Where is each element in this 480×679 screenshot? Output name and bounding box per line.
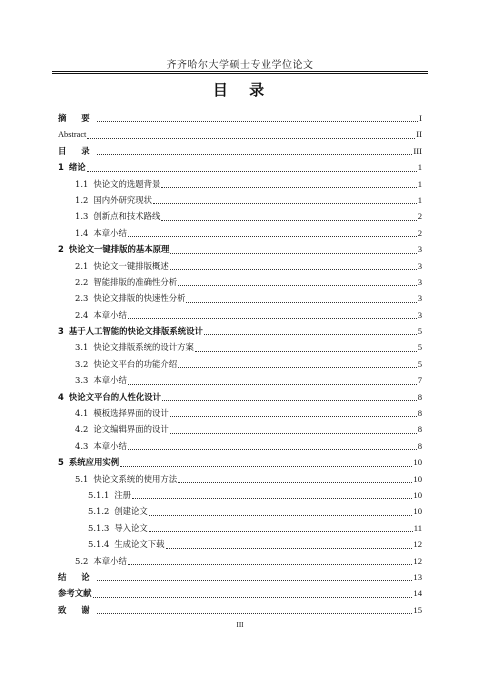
toc-entry-page: 1: [417, 194, 422, 205]
toc-entry-page: 13: [413, 571, 422, 582]
toc-entry-number: 2: [58, 244, 64, 255]
toc-entry-contents[interactable]: [58, 143, 422, 159]
toc-entry-number: 1: [58, 162, 64, 173]
dot-leader: [161, 186, 416, 188]
header-rule-thin: [52, 73, 428, 74]
toc-entry-section-3-3[interactable]: [58, 372, 422, 388]
toc-entry-page: 10: [413, 506, 422, 517]
toc-entry-text: 创建论文: [114, 506, 148, 517]
toc-entry-text: 本章小结: [93, 375, 127, 386]
dot-leader: [97, 612, 413, 614]
dot-leader: [170, 432, 417, 434]
toc-entry-page: 3: [417, 244, 422, 255]
toc-entry-text: 模板选择界面的设计: [93, 408, 169, 419]
toc-entry-chapter-3[interactable]: [58, 323, 422, 339]
toc-entry-text: 快论文排版系统的设计方案: [93, 342, 194, 353]
toc-entry-chapter-2[interactable]: [58, 241, 422, 257]
toc-entry-text: 结 论: [58, 571, 96, 582]
dot-leader: [97, 579, 413, 581]
dot-leader: [128, 383, 417, 385]
toc-entry-text: 系统应用实例: [68, 457, 120, 468]
dot-leader: [170, 252, 416, 254]
toc-entry-section-1-1[interactable]: [58, 176, 422, 192]
toc-entry-number: 2.3: [75, 293, 89, 304]
dot-leader: [166, 547, 413, 549]
toc-entry-number: 3.1: [75, 342, 89, 353]
toc-entry-section-4-3[interactable]: [58, 438, 422, 454]
toc-entry-number: 4.3: [75, 440, 89, 451]
toc-entry-number: 1.2: [75, 194, 89, 205]
dot-leader: [128, 317, 417, 319]
toc-entry-text: 快论文平台的人性化设计: [68, 391, 161, 402]
toc-entry-number: 4.2: [75, 424, 89, 435]
dot-leader: [149, 514, 413, 516]
toc-entry-section-2-4[interactable]: [58, 307, 422, 323]
dot-leader: [186, 301, 416, 303]
toc-entry-page: 2: [417, 227, 422, 238]
toc-entry-number: 5.1: [75, 473, 89, 484]
toc-entry-chapter-4[interactable]: [58, 389, 422, 405]
toc-entry-section-1-4[interactable]: [58, 225, 422, 241]
toc-entry-number: 1.4: [75, 227, 89, 238]
toc-entry-page: 3: [417, 309, 422, 320]
toc-entry-number: 3.3: [75, 375, 89, 386]
toc-entry-abstract-en[interactable]: [58, 126, 422, 142]
dot-leader: [128, 563, 413, 565]
toc-entry-section-4-2[interactable]: [58, 421, 422, 437]
toc-entry-number: 1.3: [75, 211, 89, 222]
toc-entry-subsection-5-1-2[interactable]: [58, 503, 422, 519]
toc-entry-number: 4.1: [75, 408, 89, 419]
toc-entry-page: 10: [413, 489, 422, 500]
toc-entry-text: 论文编辑界面的设计: [93, 424, 169, 435]
toc-entry-text: 智能排版的准确性分析: [93, 276, 178, 287]
toc-entry-text: 本章小结: [93, 309, 127, 320]
toc-entry-subsection-5-1-1[interactable]: [58, 487, 422, 503]
toc-entry-page: 8: [417, 424, 422, 435]
toc-entry-section-1-2[interactable]: [58, 192, 422, 208]
toc-entry-references[interactable]: [58, 585, 422, 601]
dot-leader: [153, 202, 417, 204]
dot-leader: [178, 481, 412, 483]
toc-entry-page: 5: [417, 326, 422, 337]
toc-entry-number: 5.1.1: [88, 489, 110, 500]
toc-entry-text: 本章小结: [93, 227, 127, 238]
toc-entry-number: 4: [58, 391, 64, 402]
toc-entry-page: II: [416, 129, 422, 140]
dot-leader: [178, 366, 417, 368]
toc-entry-text: 快论文一键排版概述: [93, 260, 169, 271]
toc-entry-page: 12: [413, 539, 422, 550]
toc-entry-section-1-3[interactable]: [58, 208, 422, 224]
toc-entry-page: 5: [417, 358, 422, 369]
toc-entry-page: 2: [417, 211, 422, 222]
toc-entry-number: 5.1.3: [88, 522, 110, 533]
toc-entry-acknowledgements[interactable]: [58, 602, 422, 618]
toc-entry-number: 1.1: [75, 178, 89, 189]
dot-leader: [178, 284, 417, 286]
toc-entry-subsection-5-1-4[interactable]: [58, 536, 422, 552]
toc-entry-number: 5: [58, 457, 64, 468]
toc-entry-text: 快论文的选题背景: [93, 178, 161, 189]
toc-entry-abstract-cn[interactable]: [58, 110, 422, 126]
toc-entry-section-4-1[interactable]: [58, 405, 422, 421]
dot-leader: [195, 350, 417, 352]
toc-entry-page: 8: [417, 391, 422, 402]
toc-entry-page: 11: [413, 522, 422, 533]
toc-entry-conclusion[interactable]: [58, 569, 422, 585]
toc-entry-text: 快论文一键排版的基本原理: [68, 244, 170, 255]
toc-entry-page: 10: [413, 457, 422, 468]
toc-title: 目 录: [212, 81, 268, 99]
toc-entry-page: I: [419, 113, 422, 123]
dot-leader: [87, 170, 417, 172]
toc-entry-text: Abstract: [58, 130, 87, 140]
toc-entry-subsection-5-1-3[interactable]: [58, 520, 422, 536]
toc-entry-text: 目 录: [58, 145, 96, 156]
running-header: 齐齐哈尔大学硕士专业学位论文: [166, 60, 314, 71]
toc-entry-page: 8: [417, 408, 422, 419]
toc-entry-chapter-1[interactable]: [58, 159, 422, 175]
header-rule: [52, 71, 428, 72]
toc-entry-page: 3: [417, 293, 422, 304]
dot-leader: [128, 235, 417, 237]
toc-entry-page: III: [413, 145, 422, 156]
dot-leader: [97, 120, 418, 122]
toc-entry-page: 10: [413, 473, 422, 484]
toc-entry-text: 绪论: [68, 162, 86, 173]
dot-leader: [204, 333, 417, 335]
toc-entry-section-2-1[interactable]: [58, 258, 422, 274]
toc-entry-number: 3.2: [75, 358, 89, 369]
toc-entry-page: 12: [413, 555, 422, 566]
toc-entry-text: 摘 要: [58, 113, 96, 123]
toc-entry-number: 2.2: [75, 276, 89, 287]
toc-entry-number: 2.1: [75, 260, 89, 271]
dot-leader: [97, 153, 413, 155]
toc-entry-text: 快论文平台的功能介绍: [93, 358, 178, 369]
toc-entry-text: 生成论文下载: [114, 539, 165, 550]
toc-entry-text: 快论文系统的使用方法: [93, 473, 178, 484]
toc-entry-number: 5.1.2: [88, 506, 110, 517]
toc-entry-text: 国内外研究现状: [93, 194, 152, 205]
dot-leader: [87, 137, 415, 139]
dot-leader: [170, 268, 417, 270]
toc-entry-page: 7: [417, 375, 422, 386]
toc-entry-text: 基于人工智能的快论文排版系统设计: [68, 326, 203, 337]
toc-entry-section-3-2[interactable]: [58, 356, 422, 372]
toc-entry-number: 5.2: [75, 555, 89, 566]
toc-entry-section-3-1[interactable]: [58, 339, 422, 355]
toc-entry-page: 8: [417, 440, 422, 451]
dot-leader: [149, 530, 413, 532]
toc-entry-text: 注册: [114, 489, 132, 500]
dot-leader: [93, 596, 413, 598]
toc-entry-section-5-2[interactable]: [58, 553, 422, 569]
toc-entry-number: 3: [58, 326, 64, 337]
toc-entry-page: 5: [417, 342, 422, 353]
toc-entry-page: 1: [417, 162, 422, 173]
toc-entry-page: 3: [417, 260, 422, 271]
page-number: III: [236, 621, 244, 629]
dot-leader: [162, 399, 417, 401]
toc-entry-chapter-5[interactable]: [58, 454, 422, 470]
dot-leader: [161, 219, 416, 221]
toc-entry-page: 1: [417, 178, 422, 189]
dot-leader: [128, 448, 417, 450]
toc-entry-section-2-3[interactable]: [58, 290, 422, 306]
toc-entry-section-2-2[interactable]: [58, 274, 422, 290]
toc-entry-text: 创新点和技术路线: [93, 211, 161, 222]
toc-entry-text: 本章小结: [93, 555, 127, 566]
toc-entry-page: 15: [413, 604, 422, 615]
toc-entry-text: 参考文献: [58, 588, 92, 599]
toc-entry-text: 导入论文: [114, 522, 148, 533]
toc-entry-page: 14: [413, 588, 422, 599]
toc-entry-text: 快论文排版的快速性分析: [93, 293, 186, 304]
toc-entry-number: 2.4: [75, 309, 89, 320]
dot-leader: [170, 415, 417, 417]
dot-leader: [132, 497, 412, 499]
dot-leader: [120, 465, 412, 467]
toc-entry-page: 3: [417, 276, 422, 287]
toc-entry-text: 致 谢: [58, 604, 96, 615]
toc-entry-text: 本章小结: [93, 440, 127, 451]
table-of-contents: [58, 110, 422, 618]
toc-entry-section-5-1[interactable]: [58, 471, 422, 487]
toc-entry-number: 5.1.4: [88, 539, 110, 550]
